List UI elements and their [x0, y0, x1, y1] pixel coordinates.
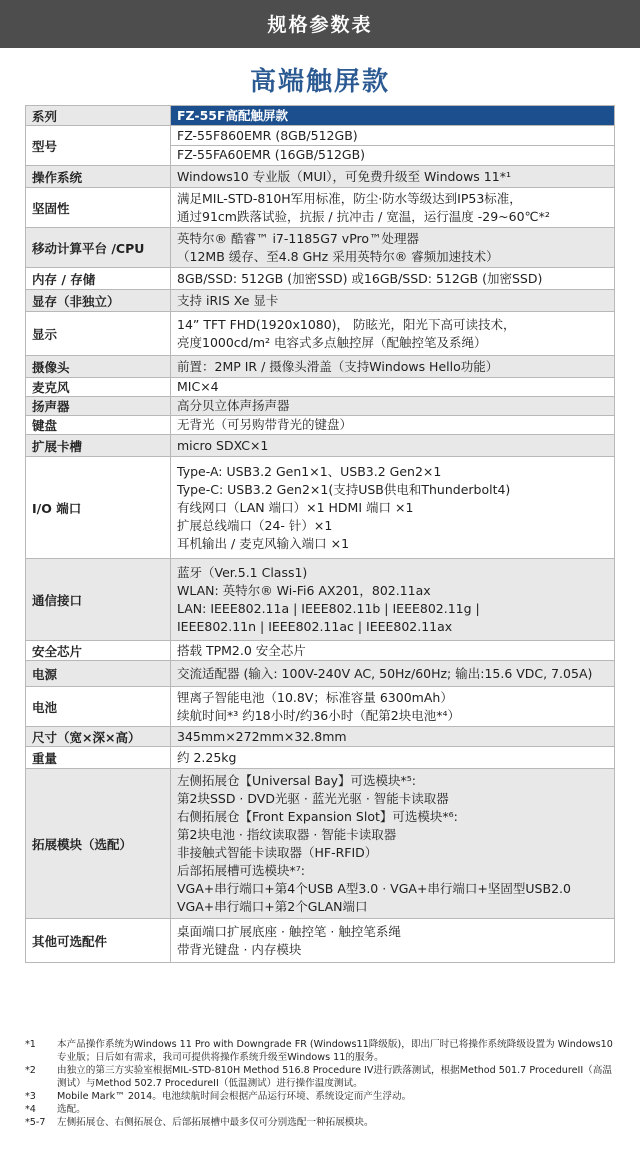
footnote-text: 本产品操作系统为Windows 11 Pro with Downgrade FR (Windows11降级版)，即出厂时已将操作系统降级设置为 Windows10专业版；日后如有需求，我司可提供将操作系统升级至Windows 11的服务。: [57, 1039, 613, 1063]
spec-value-line: 亮度1000cd/m² 电容式多点触控屏（配触控笔及系绳）: [177, 334, 487, 350]
spec-value-line: Type-C: USB3.2 Gen2×1(支持USB供电和Thunderbolt4): [177, 481, 511, 497]
spec-value: [171, 457, 615, 559]
spec-row: [26, 378, 615, 397]
footnote: [25, 1064, 615, 1090]
spec-value: [171, 188, 615, 228]
spec-value-line: 右侧拓展仓【Front Expansion Slot】可选模块*⁶:: [177, 808, 458, 824]
spec-value-line: FZ-55F高配触屏款: [177, 107, 289, 123]
spec-value-line: 第2块电池 · 指纹读取器 · 智能卡读取器: [177, 826, 397, 842]
footnote-text: 左侧拓展仓、右侧拓展仓、后部拓展槽中最多仅可分别选配一种拓展模块。: [57, 1117, 374, 1128]
spec-value: [171, 661, 615, 687]
spec-value: [171, 559, 615, 641]
spec-value-line: VGA+串行端口+第4个USB A型3.0 · VGA+串行端口+坚固型USB2.0: [177, 880, 571, 896]
spec-value-line: Windows10 专业版（MUI），可免费升级至 Windows 11*¹: [177, 168, 511, 184]
spec-value-line: 无背光（可另购带背光的键盘）: [177, 417, 353, 432]
spec-value-line: FZ-55FA60EMR (16GB/512GB): [171, 145, 614, 164]
spec-row: [26, 641, 615, 661]
spec-row: [26, 188, 615, 228]
spec-label: 扬声器: [26, 397, 171, 416]
spec-row: [26, 687, 615, 727]
spec-row: [26, 457, 615, 559]
footnote-mark: *3: [25, 1091, 36, 1102]
spec-label: 通信接口: [26, 559, 171, 641]
spec-value-line: 续航时间*³ 约18小时/约36小时（配第2块电池*⁴）: [177, 707, 460, 723]
spec-label: 操作系统: [26, 166, 171, 188]
spec-value: [171, 397, 615, 416]
spec-value-line: 锂离子智能电池（10.8V；标准容量 6300mAh）: [177, 689, 453, 705]
footnote-text: 由独立的第三方实验室根据MIL-STD-810H Method 516.8 Procedure IV进行跌落测试，根据Method 501.7 ProcedureII（高温测试）与Method 502.7 ProcedureII（低温测试）进行操作温度测试。: [57, 1065, 612, 1089]
spec-row: [26, 747, 615, 769]
spec-row: [26, 559, 615, 641]
footnotes: [25, 1038, 615, 1129]
spec-value: [171, 747, 615, 769]
spec-value: [171, 416, 615, 435]
spec-label: 内存 / 存储: [26, 268, 171, 290]
spec-label: 电源: [26, 661, 171, 687]
spec-label: 型号: [26, 126, 171, 166]
footnote: [25, 1090, 615, 1103]
spec-value: [171, 126, 615, 166]
spec-row: [26, 769, 615, 919]
spec-value: [171, 769, 615, 919]
spec-row: [26, 356, 615, 378]
spec-value-line: 支持 iRIS Xe 显卡: [177, 292, 279, 308]
spec-value-line: 蓝牙（Ver.5.1 Class1): [177, 564, 308, 580]
footnote: [25, 1116, 615, 1129]
spec-table: [25, 105, 615, 963]
footnote: [25, 1103, 615, 1116]
spec-label: 其他可选配件: [26, 919, 171, 963]
spec-value-line: IEEE802.11n | IEEE802.11ac | IEEE802.11ax: [177, 618, 453, 634]
footnote-mark: *2: [25, 1065, 36, 1076]
spec-row: [26, 312, 615, 356]
spec-row: [26, 268, 615, 290]
spec-row: [26, 228, 615, 268]
spec-value: [171, 290, 615, 312]
spec-value-line: Type-A: USB3.2 Gen1×1、USB3.2 Gen2×1: [177, 463, 442, 479]
spec-label: 键盘: [26, 416, 171, 435]
spec-value-line: FZ-55F860EMR (8GB/512GB): [177, 128, 358, 143]
spec-value: [171, 727, 615, 747]
spec-value-line: 前置：2MP IR / 摄像头滑盖（支持Windows Hello功能）: [177, 358, 499, 374]
spec-value: [171, 106, 615, 126]
spec-value-line: 14” TFT FHD(1920x1080)， 防眩光，阳光下高可读技术，: [177, 316, 516, 332]
spec-value: [171, 641, 615, 661]
spec-value-line: LAN: IEEE802.11a | IEEE802.11b | IEEE802.11g |: [177, 600, 480, 616]
spec-row: [26, 397, 615, 416]
spec-row: [26, 435, 615, 457]
spec-value-line: 带背光键盘 · 内存模块: [177, 941, 302, 957]
spec-value-line: 约 2.25kg: [177, 749, 237, 765]
spec-row: [26, 919, 615, 963]
header-title: 规格参数表: [267, 14, 373, 36]
spec-value-line: 8GB/SSD: 512GB (加密SSD) 或16GB/SSD: 512GB (加密SSD): [177, 270, 543, 286]
spec-label: 移动计算平台 /CPU: [26, 228, 171, 268]
spec-row: [26, 661, 615, 687]
spec-label: 显示: [26, 312, 171, 356]
spec-value-line: 通过91cm跌落试验，抗振 / 抗冲击 / 宽温，运行温度 -29~60℃*²: [177, 208, 550, 224]
spec-row: [26, 166, 615, 188]
spec-value-line: 后部拓展槽可选模块*⁷:: [177, 862, 305, 878]
spec-value: [171, 268, 615, 290]
spec-value-line: 搭载 TPM2.0 安全芯片: [177, 642, 306, 658]
footnote-mark: *5-7: [25, 1117, 46, 1128]
spec-value-line: 桌面端口扩展底座 · 触控笔 · 触控笔系绳: [177, 923, 401, 939]
spec-label: 电池: [26, 687, 171, 727]
spec-value: [171, 228, 615, 268]
spec-value-line: MIC×4: [177, 379, 219, 394]
spec-label: 扩展卡槽: [26, 435, 171, 457]
spec-value: [171, 356, 615, 378]
spec-label: 坚固性: [26, 188, 171, 228]
spec-value-line: WLAN: 英特尔® Wi-Fi6 AX201，802.11ax: [177, 582, 431, 598]
spec-value-line: 有线网口（LAN 端口）×1 HDMI 端口 ×1: [177, 499, 414, 515]
spec-value: [171, 687, 615, 727]
spec-value-line: 非接触式智能卡读取器（HF-RFID）: [177, 844, 378, 860]
spec-label: 安全芯片: [26, 641, 171, 661]
spec-value-line: （12MB 缓存、至4.8 GHz 采用英特尔® 睿频加速技术）: [177, 248, 499, 264]
spec-row: [26, 416, 615, 435]
spec-label: 系列: [26, 106, 171, 126]
spec-label: 尺寸（宽×深×高）: [26, 727, 171, 747]
footnote-text: Mobile Mark™ 2014。电池续航时间会根据产品运行环境、系统设定而产生浮动。: [57, 1091, 412, 1102]
footnote-mark: *4: [25, 1104, 36, 1115]
spec-value-line: 英特尔® 酷睿™ i7-1185G7 vPro™处理器: [177, 230, 420, 246]
spec-row: [26, 727, 615, 747]
spec-value-line: micro SDXC×1: [177, 437, 269, 453]
spec-value-line: VGA+串行端口+第2个GLAN端口: [177, 898, 368, 914]
product-title: 高端触屏款: [249, 67, 390, 97]
spec-label: I/O 端口: [26, 457, 171, 559]
spec-label: 摄像头: [26, 356, 171, 378]
spec-value-line: 满足MIL-STD-810H军用标准，防尘·防水等级达到IP53标准，: [177, 190, 522, 206]
spec-label: 显存（非独立）: [26, 290, 171, 312]
spec-value-line: 345mm×272mm×32.8mm: [177, 728, 347, 744]
spec-value-line: 左侧拓展仓【Universal Bay】可选模块*⁵:: [177, 772, 416, 788]
spec-value: [171, 919, 615, 963]
spec-value: [171, 378, 615, 397]
spec-value-line: 第2块SSD · DVD光驱 · 蓝光光驱 · 智能卡读取器: [177, 790, 449, 806]
spec-value: [171, 166, 615, 188]
spec-row: [26, 126, 615, 166]
spec-value: [171, 435, 615, 457]
spec-value-line: 高分贝立体声扬声器: [177, 398, 290, 413]
footnote-mark: *1: [25, 1039, 36, 1050]
spec-value-line: 扩展总线端口（24- 针）×1: [177, 517, 333, 533]
spec-label: 重量: [26, 747, 171, 769]
page-header: [0, 0, 640, 48]
spec-label: 麦克风: [26, 378, 171, 397]
spec-row: [26, 106, 615, 126]
spec-value-line: 耳机输出 / 麦克风输入端口 ×1: [177, 535, 350, 551]
spec-value-line: 交流适配器 (输入: 100V-240V AC, 50Hz/60Hz; 输出:15.6 VDC, 7.05A): [177, 665, 593, 681]
spec-value: [171, 312, 615, 356]
spec-row: [26, 290, 615, 312]
footnote-text: 选配。: [57, 1104, 86, 1115]
footnote: [25, 1038, 615, 1064]
spec-label: 拓展模块（选配）: [26, 769, 171, 919]
